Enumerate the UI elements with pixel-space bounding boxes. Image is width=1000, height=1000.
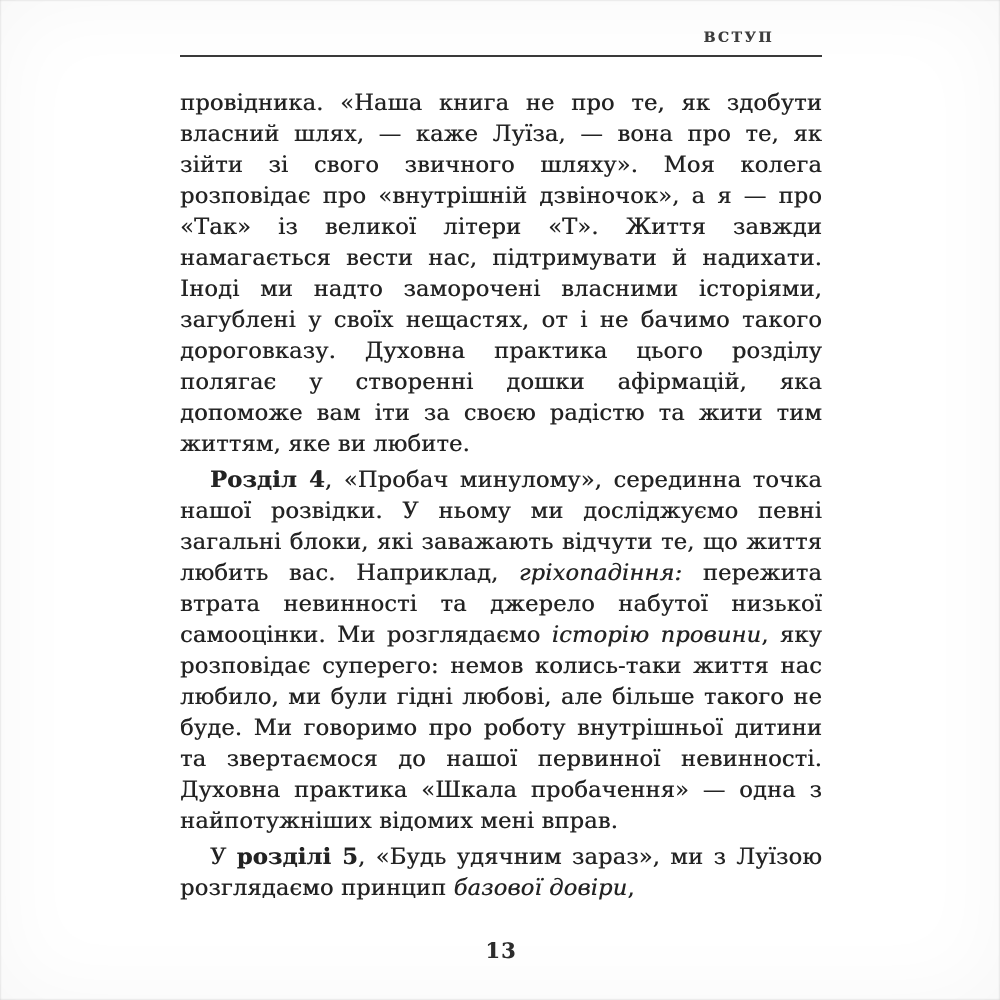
paragraph: [180, 465, 822, 837]
text-run: Розділ 4: [210, 467, 325, 493]
page-header: [180, 30, 822, 57]
text-run: , «Пробач минулому», серединна точка нашої розвідки. У ньому ми досліджуємо певні загальні блоки, які заважають відчути те, що життя любить вас. Наприклад,: [180, 467, 822, 586]
text-run: , яку розповідає суперего: немов колись-таки життя нас любило, ми були гідні любові, але більше такого не буде. Ми говоримо про роботу внутрішньої дитини та звертаємося до нашої первинної невинності. Духовна практика «Шкала пробачення» — одна з найпотужніших відомих мені вправ.: [180, 622, 822, 834]
page-footer: [180, 938, 822, 963]
running-header: ВСТУП: [703, 30, 774, 46]
header-rule: [180, 55, 822, 57]
text-block: [180, 88, 822, 909]
paragraph: [180, 88, 822, 460]
text-run: пережита втрата невинності та джерело набутої низької самооцінки. Ми розглядаємо: [180, 560, 822, 648]
page-number: 13: [485, 938, 517, 963]
paragraph: [180, 842, 822, 904]
text-run: історію провини: [551, 622, 762, 648]
text-run: провідника. «Наша книга не про те, як здобути власний шлях, — каже Луїза, — вона про те, як зійти зі свого звичного шляху». Моя колега розповідає про «внутрішній дзвіночок», а я — про «Так» із великої літери «Т». Життя завжди намагається вести нас, підтримувати й надихати. Іноді ми надто заморочені власними історіями, загублені у своїх нещастях, от і не бачимо такого дороговказу. Духовна практика цього розділу полягає у створенні дошки афірмацій, яка допоможе вам іти за своєю радістю та жити тим життям, яке ви любите.: [180, 90, 822, 457]
text-run: гріхопадіння:: [518, 560, 683, 586]
text-run: ,: [627, 875, 635, 901]
text-run: базової довіри: [453, 875, 628, 901]
text-run: У: [210, 844, 237, 870]
text-run: розділі 5: [236, 844, 359, 870]
text-run: , «Будь удячним зараз», ми з Луїзою розглядаємо принцип: [180, 844, 823, 901]
